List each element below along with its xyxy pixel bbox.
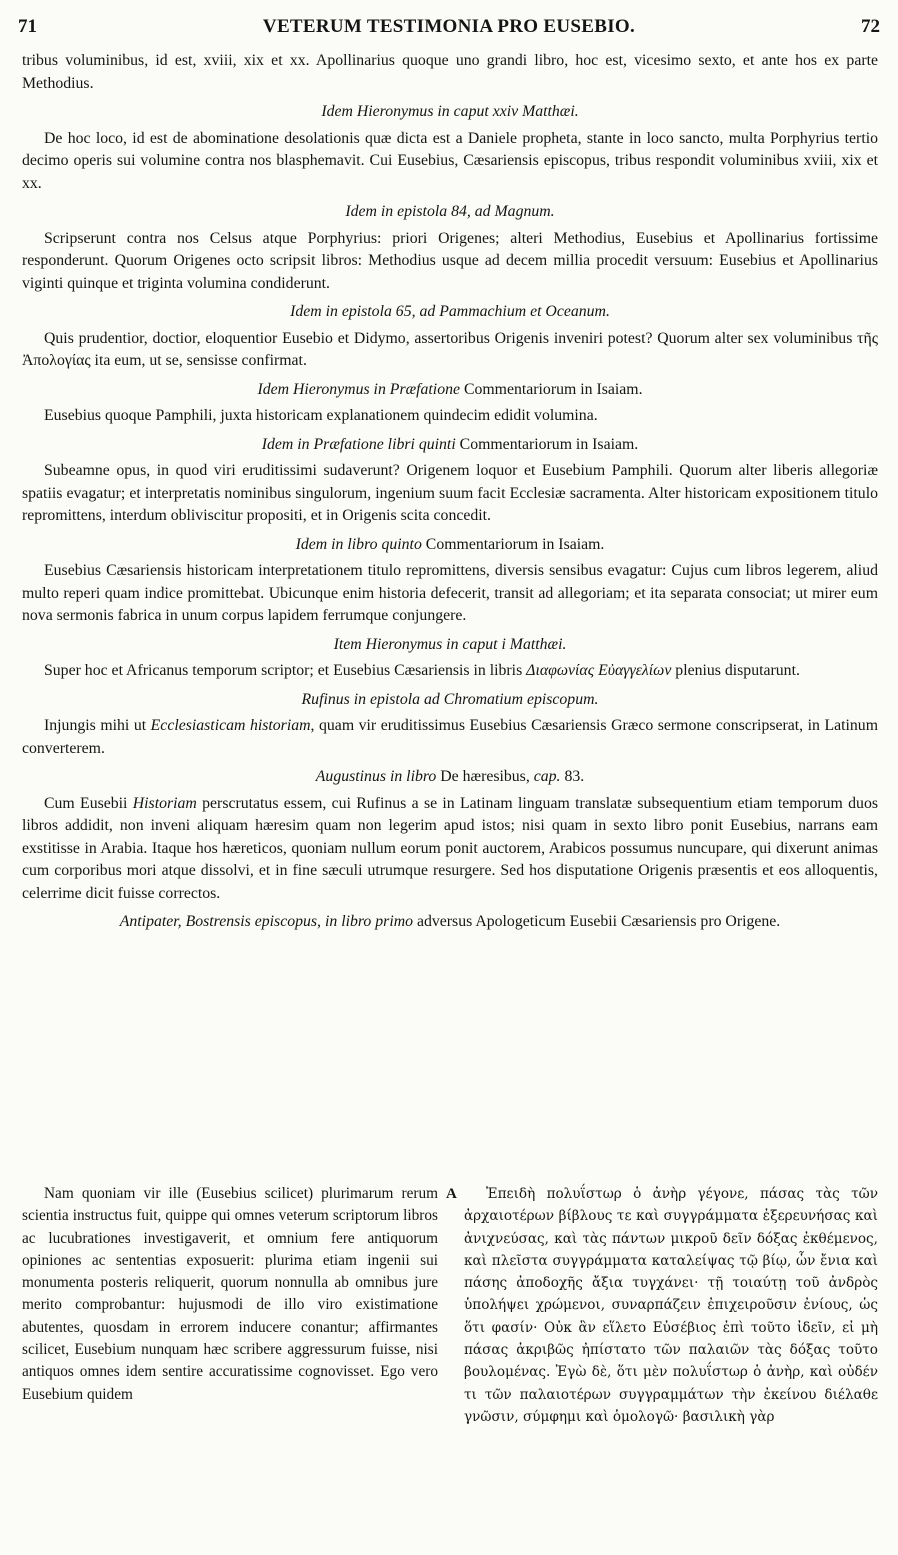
paragraph-10-text-a: Cum Eusebii <box>44 794 133 812</box>
heading-6-italic: Idem in Præfatione libri quinti <box>261 435 456 453</box>
paragraph-4-text-a: Quis prudentior, doctior, eloquentior Eusebio et Didymo, assertoribus Origenis inveniri potest? Quorum alter sex voluminibus <box>44 329 858 347</box>
heading-libro-quinto <box>22 534 878 557</box>
heading-praefatione-libri-quinti <box>22 434 878 457</box>
heading-praefatione-isaiam <box>22 379 878 402</box>
main-text <box>22 50 878 938</box>
heading-6-roman: Commentariorum in Isaiam. <box>455 435 639 453</box>
heading-7-roman: Commentariorum in Isaiam. <box>421 535 605 553</box>
heading-7-italic: Idem in libro quinto <box>295 535 422 553</box>
paragraph-10-italic: Historiam <box>132 794 197 812</box>
paragraph-8-text-a: Super hoc et Africanus temporum scriptor; et Eusebius Cæsariensis in libris <box>44 662 527 679</box>
latin-column: Nam quoniam vir ille (Eusebius scilicet) plurimarum rerum scientia instructus fuit, quippe qui omnes veterum scriptorum libros ac lucubrationes investigaverit, et omnium fere antiquorum opiniones ac sententias exposuerit: plurima etiam ingenii sui monumenta posteris reliquerit, quorum nonnulla ab omnibus jure merito comprobantur: hujusmodi de illo viro existimatione abutentes, quosdam in errorem inducere conantur; affirmantes scilicet, Eusebium nunquam hæc scribere aggressurum fuisse, nisi antiquos omnes idem sentire accuratissime cognovisset. Ego vero Eusebium quidem <box>22 1185 438 1403</box>
paragraph-9-text-b: , quam vir eruditissimus Eusebius Cæsariensis Græco sermone conscripserat, in Latinum converterem. <box>22 717 878 757</box>
paragraph-9 <box>22 715 878 760</box>
heading-epistola-65: Idem in epistola 65, ad Pammachium et Oceanum. <box>290 303 610 320</box>
paragraph-9-text-a: Injungis mihi ut <box>44 717 151 734</box>
paragraph-8-text-b: plenius disputarunt. <box>671 662 800 679</box>
paragraph-10-text-b: perscrutatus essem, cui Rufinus a se in Latinam linguam translatæ subsequentium etiam temporum duos libros addidit, non inveni aliquam hæresim quam non legerim apud istos; nisi quam in sexto libro ponit Eusebius, narrans eam exstitisse in Arabia. Itaque hos hæreticos, quoniam nullum eorum ponit auctorem, Arabicos possumus nuncupare, qui dixerunt animas cum corporibus mori atque dissolvi, et in fine sæculi utrumque resurgere. Sed hos disputatione Origenis præsentis et eos alloquentis, celerrime dicit fuisse correctos. <box>22 794 878 902</box>
heading-epistola-84: Idem in epistola 84, ad Magnum. <box>345 203 555 220</box>
paragraph-4-text-b: ita eum, ut se, sensisse confirmat. <box>90 352 307 369</box>
right-page-number: 72 <box>861 16 880 37</box>
paragraph-9-italic: Ecclesiasticam historiam <box>150 717 311 734</box>
paragraph-10 <box>22 793 878 906</box>
heading-antipater <box>22 911 878 934</box>
paragraph-8 <box>22 660 878 683</box>
heading-10-roman-b: 83. <box>560 768 585 785</box>
paragraph-4 <box>22 328 878 373</box>
heading-hieronymus-matthaei-1: Item Hieronymus in caput i Matthæi. <box>333 635 567 653</box>
paragraph-7: Eusebius Cæsariensis historicam interpretationem titulo repromittens, diversis sensibus evagatur: Cujus cum libros legerem, aliud multo reperi quam indice promittebat. Ubicunque enim historia defecerit, transit ad allegoriam; et ita separata consociat; ut mirer eum nova sermonis fabrica in unum corpus lapidem ferrumque conjungere. <box>22 562 878 624</box>
column-marker: A <box>446 1186 457 1202</box>
heading-hieronymus-matthaei-24: Idem Hieronymus in caput xxiv Matthæi. <box>321 103 579 120</box>
heading-10-italic-b: cap. <box>533 768 561 785</box>
heading-11-italic: Antipater, Bostrensis episcopus, in libro primo <box>119 913 414 930</box>
heading-10-roman-a: De hæresibus, <box>436 768 534 785</box>
heading-rufinus: Rufinus in epistola ad Chromatium episcopum. <box>301 690 599 708</box>
paragraph-6: Subeamne opus, in quod viri eruditissimi sudaverunt? Origenem loquor et Eusebium Pamphili. Quorum alter liberis allegoriæ spatiis evagatur; et interpretatis nominibus singulorum, ingenium suum facit Ecclesiæ sacramenta. Alter historicam expositionem titulo repromittens, interdum obliviscitur propositi, et in Origenis scita concedit. <box>22 462 878 524</box>
running-header <box>18 16 880 42</box>
paragraph-3: Scripserunt contra nos Celsus atque Porphyrius: priori Origenes; alteri Methodius, Eusebius et Apollinarius fortissime responderunt. Quorum Origenes octo scripsit libros: Methodius usque ad decem millia procedit versuum: Eusebius et Apollinarius viginti quinque et triginta volumina condiderunt. <box>22 229 878 292</box>
greek-column: Ἐπειδὴ πολυΐστωρ ὁ ἀνὴρ γέγονε, πάσας τὰς τῶν ἀρχαιοτέρων βίβλους τε καὶ συγγράμματα ἐξερευνήσας καὶ ἀνιχνεύσας, καὶ τὰς πάντων μικροῦ δεῖν δόξας ἐκθέμενος, καὶ πλεῖστα συγγράμματα καταλείψας τῷ βίῳ, ὧν ἔνια καὶ πάσης ἀποδοχῆς ἄξια τυγχάνει· τῇ τοιαύτῃ τοῦ ἀνδρὸς ὑπολήψει χρώμενοι, συναρπάζειν ἐπιχειροῦσιν ἐνίους, ὡς ὅτι φασίν· Οὐκ ἂν εἵλετο Εὐσέβιος ἐπὶ τοῦτο ἰδεῖν, εἰ μὴ πάσας ἀκριβῶς ἠπίστατο τῶν παλαιῶν τὰς δόξας τοῦτο βουλομένας. Ἐγὼ δὲ, ὅτι μὲν πολυΐστωρ ὁ ἀνὴρ, καὶ οὐδέν τι τῶν παλαιοτέρων συγγραμμάτων τὴν ἐκείνου διέλαθε γνῶσιν, σύμφημι καὶ ὁμολογῶ· βασιλικὴ γὰρ <box>464 1186 878 1425</box>
heading-augustinus <box>22 766 878 789</box>
heading-11-roman: adversus Apologeticum Eusebii Cæsariensis pro Origene. <box>413 913 781 930</box>
paragraph-8-greek: Διαφωνίας Εὐαγγελίων <box>526 662 672 679</box>
paragraph-5: Eusebius quoque Pamphili, juxta historicam explanationem quindecim edidit volumina. <box>44 407 598 424</box>
running-title: VETERUM TESTIMONIA PRO EUSEBIO. <box>262 16 636 37</box>
heading-10-italic-a: Augustinus in libro <box>315 768 437 785</box>
paragraph-2: De hoc loco, id est de abominatione desolationis quæ dicta est a Daniele propheta, stante in loco sancto, multa Porphyrius tertio decimo operis sui volumine contra nos blasphemavit. Cui Eusebius, Cæsariensis episcopus, tribus respondit voluminibus xviii, xix et xx. <box>22 129 878 192</box>
paragraph-1: tribus voluminibus, id est, xviii, xix et xx. Apollinarius quoque uno grandi libro, hoc est, vicesimo sexto, et ante hos ex parte Methodius. <box>22 52 878 92</box>
left-page-number: 71 <box>18 16 37 37</box>
heading-5-italic: Idem Hieronymus in Præfatione <box>257 380 461 398</box>
heading-5-roman: Commentariorum in Isaiam. <box>460 380 643 398</box>
paragraph-4-greek: τῆς Ἀπολογίας <box>22 329 878 369</box>
